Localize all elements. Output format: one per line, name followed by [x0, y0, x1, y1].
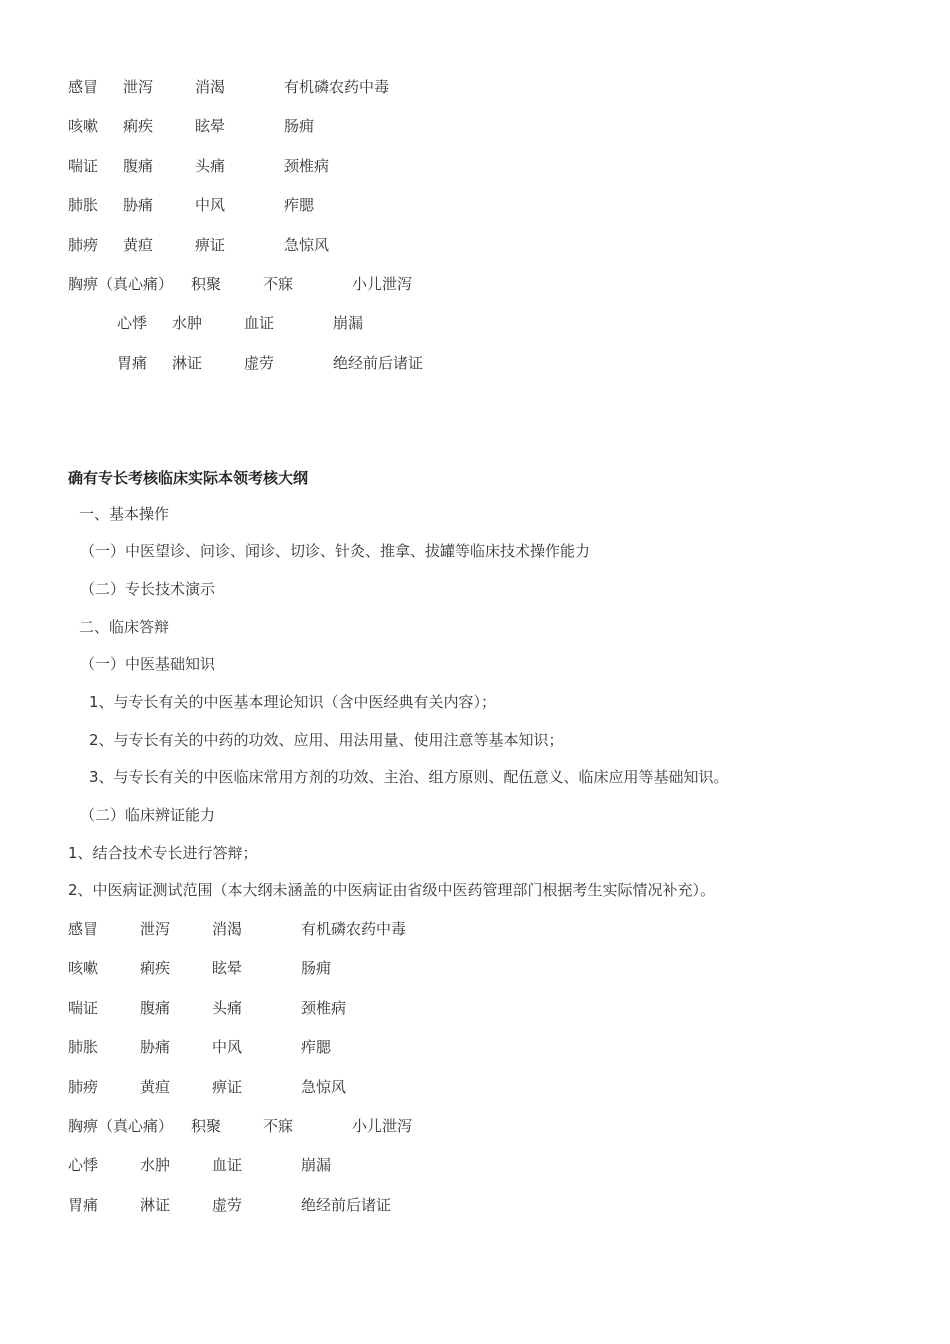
disease-cell: 有机磷农药中毒: [301, 920, 407, 938]
disease-cell: 喘证: [68, 999, 99, 1017]
disease-cell: 水肿: [140, 1156, 171, 1174]
disease-cell: 肠痈: [284, 117, 315, 135]
disease-cell: 痹证: [195, 236, 226, 254]
outline-line: （一）中医望诊、问诊、闻诊、切诊、针灸、推拿、拔罐等临床技术操作能力: [80, 542, 591, 560]
disease-cell: 积聚: [191, 1117, 222, 1135]
disease-cell: 肠痈: [301, 959, 332, 977]
disease-cell: 胸痹（真心痛）: [68, 1117, 174, 1135]
disease-cell: 绝经前后诸证: [333, 354, 424, 372]
disease-cell: 淋证: [140, 1196, 171, 1214]
disease-cell: 头痛: [212, 999, 243, 1017]
disease-cell: 肺胀: [68, 1038, 99, 1056]
disease-cell: 不寐: [263, 1117, 294, 1135]
outline-line: 1、与专长有关的中医基本理论知识（含中医经典有关内容）；: [89, 693, 497, 711]
disease-cell: 痄腮: [301, 1038, 332, 1056]
disease-cell: 胁痛: [140, 1038, 171, 1056]
disease-cell: 消渴: [212, 920, 243, 938]
outline-line: 3、与专长有关的中医临床常用方剂的功效、主治、组方原则、配伍意义、临床应用等基础知识。: [89, 768, 729, 786]
disease-cell: 小儿泄泻: [352, 275, 413, 293]
disease-cell: 不寐: [263, 275, 294, 293]
disease-cell: 黄疸: [123, 236, 154, 254]
outline-line: （一）中医基础知识: [80, 655, 216, 673]
disease-cell: 胸痹（真心痛）: [68, 275, 174, 293]
disease-cell: 感冒: [68, 920, 99, 938]
outline-title: 确有专长考核临床实际本领考核大纲: [68, 469, 309, 487]
disease-cell: 绝经前后诸证: [301, 1196, 392, 1214]
disease-cell: 中风: [212, 1038, 243, 1056]
disease-cell: 颈椎病: [284, 157, 330, 175]
disease-cell: 眩晕: [195, 117, 226, 135]
disease-cell: 头痛: [195, 157, 226, 175]
outline-line: （二）专长技术演示: [80, 580, 216, 598]
disease-cell: 积聚: [191, 275, 222, 293]
outline-line: 1、结合技术专长进行答辩；: [68, 844, 258, 862]
disease-cell: 急惊风: [284, 236, 330, 254]
disease-cell: 咳嗽: [68, 117, 99, 135]
disease-cell: 腹痛: [140, 999, 171, 1017]
disease-cell: 泄泻: [123, 78, 154, 96]
disease-cell: 虚劳: [212, 1196, 243, 1214]
disease-cell: 中风: [195, 196, 226, 214]
outline-line: 一、基本操作: [79, 505, 170, 523]
outline-line: （二）临床辨证能力: [80, 806, 216, 824]
outline-line: 2、中医病证测试范围（本大纲未涵盖的中医病证由省级中医药管理部门根据考生实际情况补充）。: [68, 881, 716, 899]
disease-cell: 痄腮: [284, 196, 315, 214]
disease-cell: 水肿: [172, 314, 203, 332]
disease-cell: 心悸: [68, 1156, 99, 1174]
outline-line: 2、与专长有关的中药的功效、应用、用法用量、使用注意等基本知识；: [89, 731, 564, 749]
disease-cell: 血证: [212, 1156, 243, 1174]
disease-cell: 痢疾: [123, 117, 154, 135]
disease-cell: 急惊风: [301, 1078, 347, 1096]
disease-cell: 心悸: [117, 314, 148, 332]
disease-cell: 泄泻: [140, 920, 171, 938]
disease-cell: 黄疸: [140, 1078, 171, 1096]
disease-cell: 喘证: [68, 157, 99, 175]
disease-cell: 消渴: [195, 78, 226, 96]
disease-cell: 肺痨: [68, 1078, 99, 1096]
disease-cell: 肺痨: [68, 236, 99, 254]
disease-cell: 咳嗽: [68, 959, 99, 977]
disease-cell: 胃痛: [68, 1196, 99, 1214]
disease-cell: 眩晕: [212, 959, 243, 977]
disease-cell: 痢疾: [140, 959, 171, 977]
disease-cell: 崩漏: [333, 314, 364, 332]
disease-cell: 虚劳: [244, 354, 275, 372]
disease-cell: 腹痛: [123, 157, 154, 175]
disease-cell: 颈椎病: [301, 999, 347, 1017]
disease-cell: 痹证: [212, 1078, 243, 1096]
disease-cell: 胃痛: [117, 354, 148, 372]
disease-cell: 淋证: [172, 354, 203, 372]
disease-cell: 血证: [244, 314, 275, 332]
disease-cell: 肺胀: [68, 196, 99, 214]
disease-cell: 有机磷农药中毒: [284, 78, 390, 96]
disease-cell: 崩漏: [301, 1156, 332, 1174]
disease-cell: 胁痛: [123, 196, 154, 214]
outline-line: 二、临床答辩: [79, 618, 170, 636]
disease-cell: 感冒: [68, 78, 99, 96]
disease-cell: 小儿泄泻: [352, 1117, 413, 1135]
